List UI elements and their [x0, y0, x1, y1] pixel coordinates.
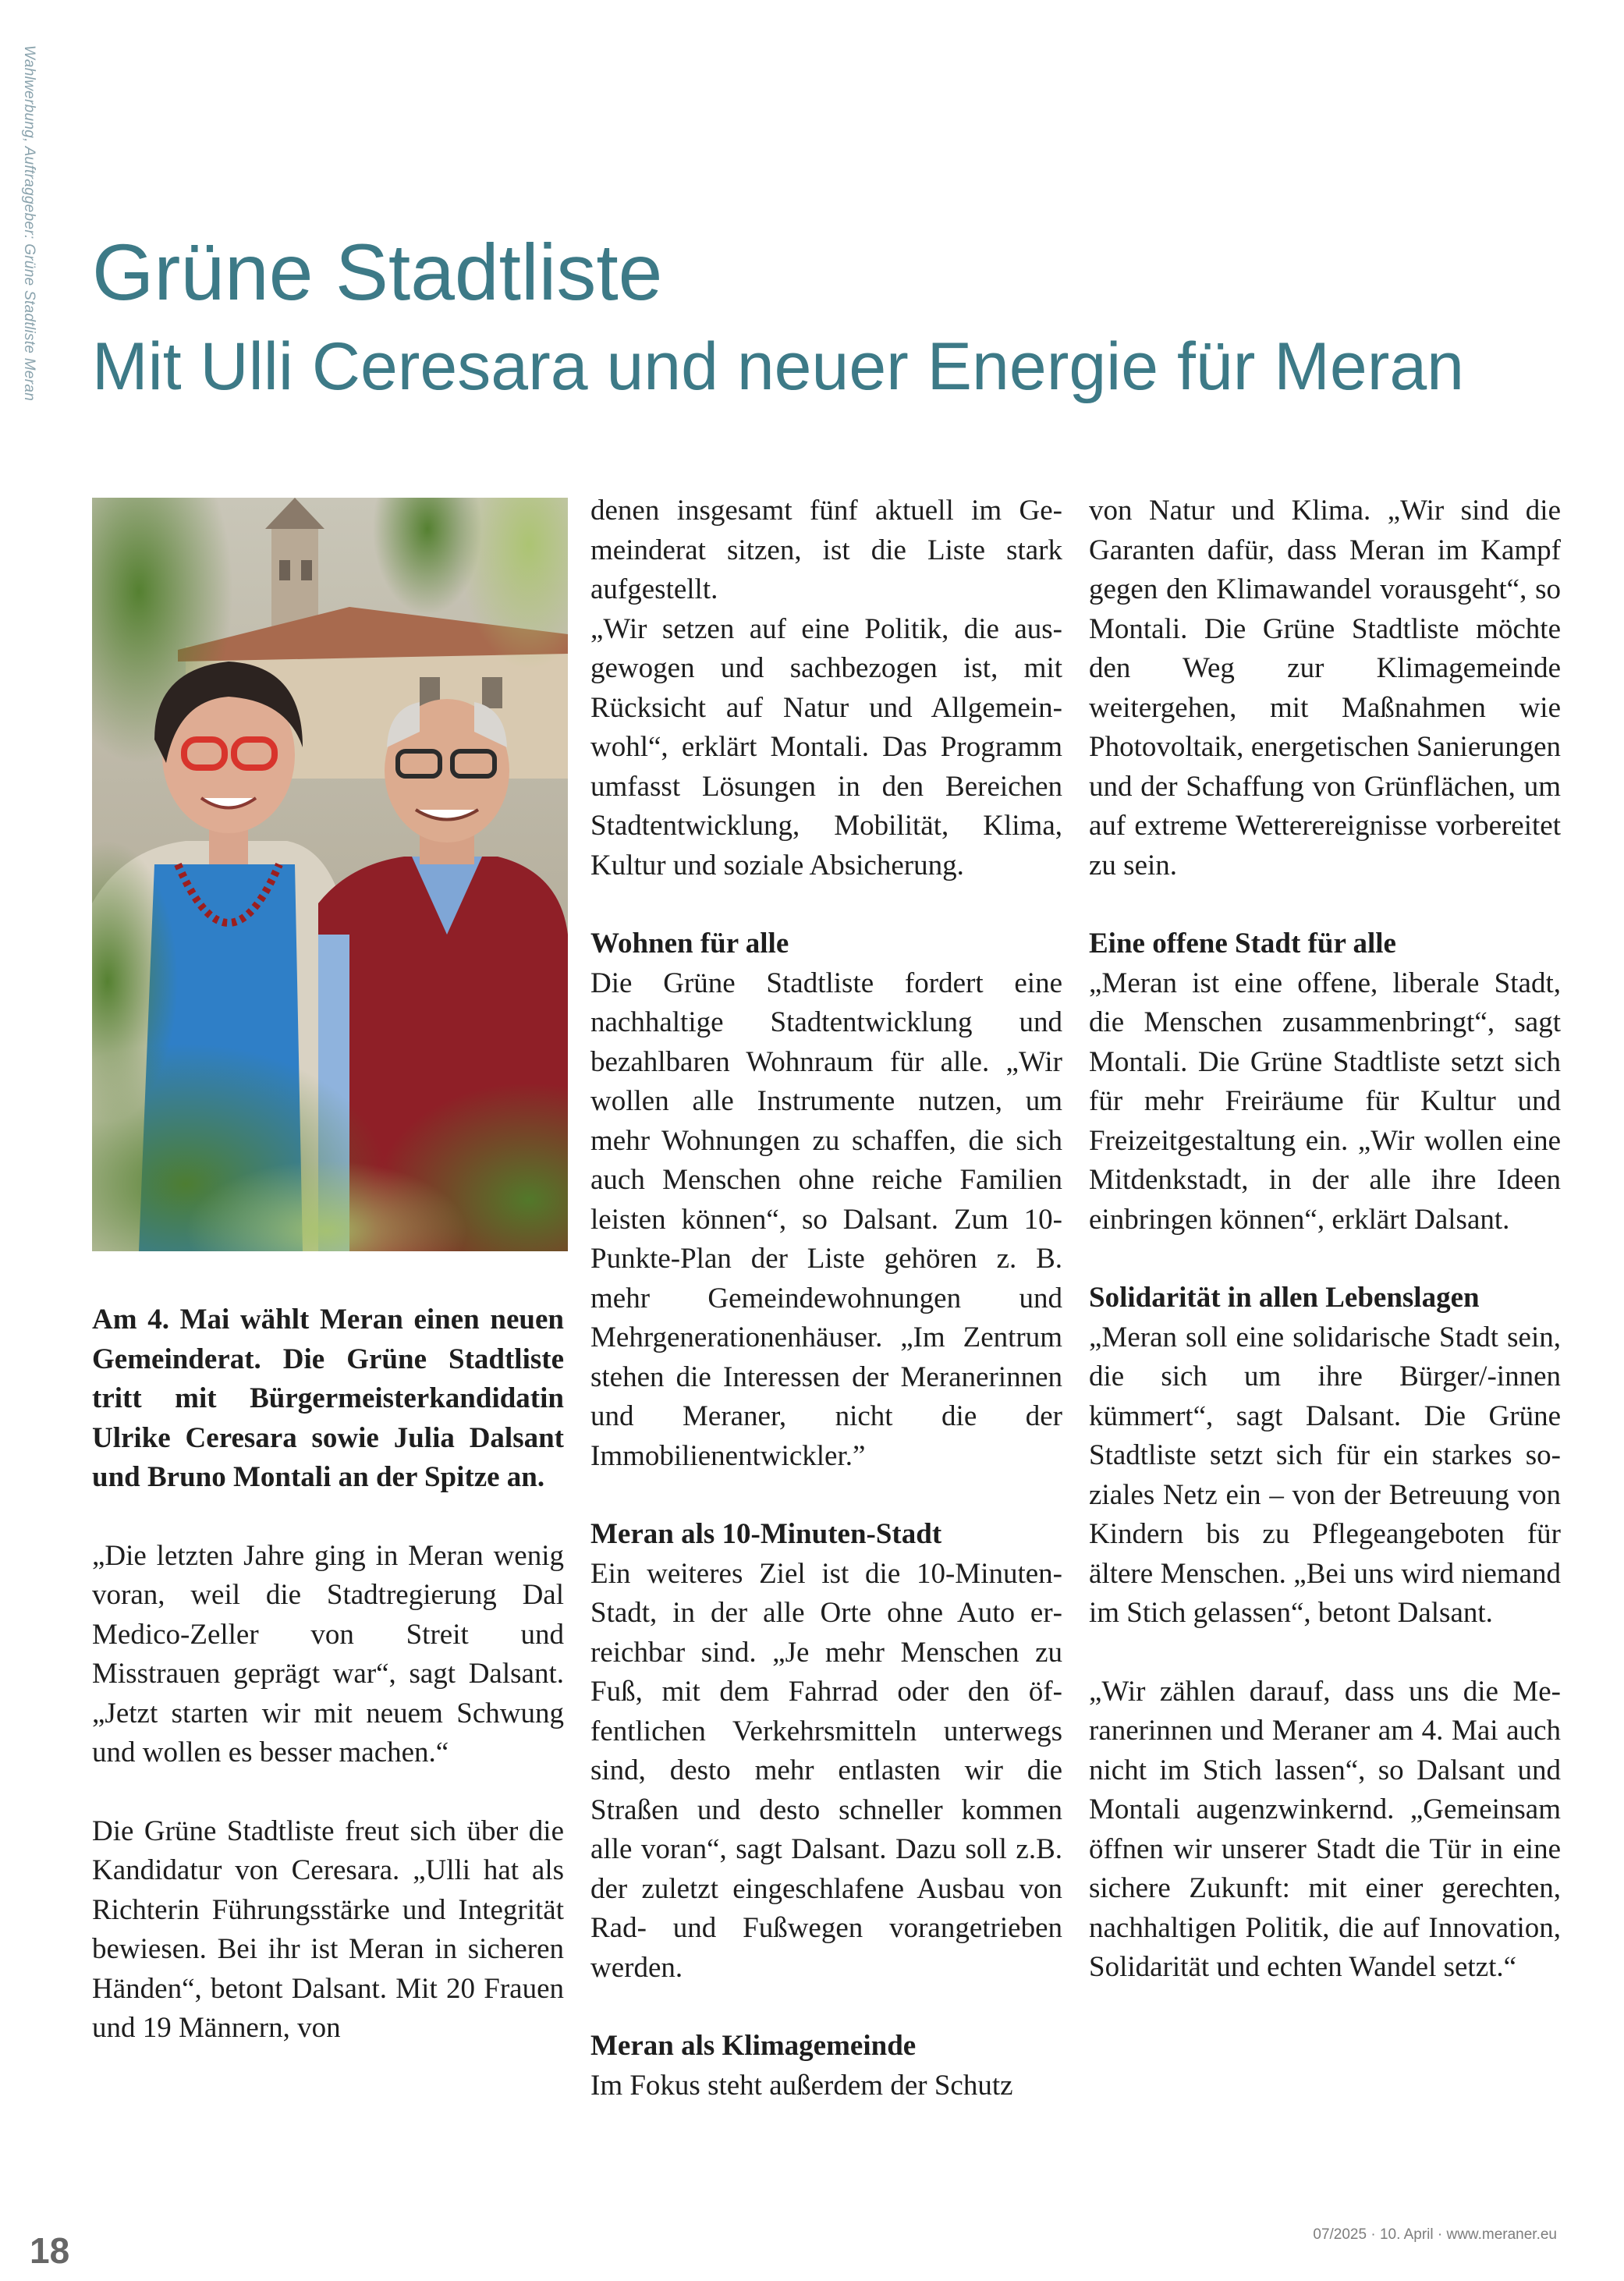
section-heading-housing: Wohnen für alle: [590, 928, 789, 960]
paragraph: „Meran ist eine offene, liberale Stadt, die Menschen zusammenbringt“, sagt Montali. Die Grüne Stadtliste setzt sich für mehr Freiräume für Kultur und Freizeitgestaltung ein. „Wir wollen eine Mitdenkstadt, in der alle ihre Ideen einbringen können“, erklärt Dalsant.: [1089, 967, 1561, 1236]
lead-paragraph: Am 4. Mai wählt Meran einen neuen Gemeinderat. Die Grüne Stadtliste tritt mit Bürgermeisterkandidatin Ulrike Ceresara sowie Julia Dalsant und Bruno Montali an der Spitze an.: [92, 1304, 564, 1493]
page-subtitle: Mit Ulli Ceresara und neuer Energie für Meran: [92, 329, 1465, 404]
portrait-photo: [92, 498, 568, 1251]
page-title: Grüne Stadtliste: [92, 228, 663, 317]
page-number: 18: [30, 2230, 70, 2271]
paragraph: „Wir setzen auf eine Politik, die ausgewogen und sachbezogen ist, mit Rücksicht auf Natur und Allgemeinwohl“, erklärt Montali. Das Programm umfasst Lösungen in den Bereichen Stadtentwicklung, Mobilität, Klima, Kultur und soziale Absicherung.: [590, 612, 1062, 882]
section-heading-10-minute-city: Meran als 10-Minuten-Stadt: [590, 1518, 942, 1550]
paragraph: denen insgesamt fünf aktuell im Gemeinderat sitzen, ist die Liste stark aufgestellt.: [590, 495, 1062, 605]
text-column-1: [92, 1300, 564, 2049]
text-column-3: [1089, 491, 1561, 1988]
paragraph: Ein weiteres Ziel ist die 10-Minuten-Stadt, in der alle Orte ohne Auto erreichbar sind. „Je mehr Menschen zu Fuß, mit dem Fahrrad oder den öffentlichen Verkehrsmitteln unterwegs sind, desto mehr entlasten wir die Straßen und desto schneller kommen alle voran“, sagt Dalsant. Dazu soll z.B. der zuletzt eingeschlafene Ausbau von Rad- und Fußwegen vorangetrieben werden.: [590, 1557, 1062, 1984]
paragraph: von Natur und Klima. „Wir sind die Garanten dafür, dass Meran im Kampf gegen den Klimawandel vorausgeht“, so Montali. Die Grüne Stadtliste möchte den Weg zur Klimagemeinde weitergehen, mit Maßnahmen wie Photovoltaik, energetischen Sanierungen und der Schaffung von Grünflächen, um auf extreme Wetterereignisse vorbereitet zu sein.: [1089, 495, 1561, 882]
paragraph: „Wir zählen darauf, dass uns die Meranerinnen und Meraner am 4. Mai auch nicht im Stich lassen“, so Dalsant und Montali augenzwinkernd. „Gemeinsam öffnen wir unserer Stadt die Tür in eine sichere Zukunft: mit einer gerechten, nachhaltigen Politik, die auf Innovation, Solidarität und echten Wandel setzt.“: [1089, 1675, 1561, 1983]
section-heading-solidarity: Solidarität in allen Lebenslagen: [1089, 1282, 1480, 1314]
section-heading-climate: Meran als Klimagemeinde: [590, 2030, 917, 2062]
paragraph: „Meran soll eine solidarische Stadt sein, die sich um ihre Bürger/-innen kümmert“, sagt Dalsant. Die Grüne Stadtliste setzt sich für ein starkes soziales Netz ein – von der Betreuung von Kindern bis zu Pflegeangeboten für ältere Menschen. „Bei uns wird niemand im Stich gelassen“, betont Dalsant.: [1089, 1321, 1561, 1629]
paragraph: Die Grüne Stadtliste fordert eine nachhaltige Stadtentwicklung und bezahlbaren Wohnraum für alle. „Wir wollen alle Instrumente nutzen, um mehr Wohnungen zu schaffen, die sich auch Menschen ohne reiche Familien leisten können“, so Dalsant. Zum 10-Punkte-Plan der Liste gehören z. B. mehr Gemeindewohnungen und Mehrgenerationenhäuser. „Im Zentrum stehen die Interessen der Meranerinnen und Meraner, nicht die der Immobilienentwickler.”: [590, 967, 1062, 1472]
footer-issue-info: 07/2025 · 10. April · www.meraner.eu: [1313, 2226, 1557, 2243]
section-heading-open-city: Eine offene Stadt für alle: [1089, 928, 1396, 960]
paragraph: Im Fokus steht außerdem der Schutz: [590, 2069, 1013, 2102]
advertising-disclaimer: Wahlwerbung, Auftraggeber: Grüne Stadtliste Meran: [21, 45, 37, 402]
paragraph: Die Grüne Stadtliste freut sich über die Kandidatur von Ceresara. „Ulli hat als Richterin Führungsstärke und Integrität bewiesen. Bei ihr ist Meran in sicheren Händen“, betont Dalsant. Mit 20 Frauen und 19 Männern, von: [92, 1815, 564, 2044]
paragraph: „Die letzten Jahre ging in Meran wenig voran, weil die Stadtregierung Dal Medico-Zeller von Streit und Misstrauen geprägt war“, sagt Dalsant. „Jetzt starten wir mit neuem Schwung und wollen es besser machen.“: [92, 1539, 564, 1768]
text-column-2: [590, 491, 1062, 2105]
